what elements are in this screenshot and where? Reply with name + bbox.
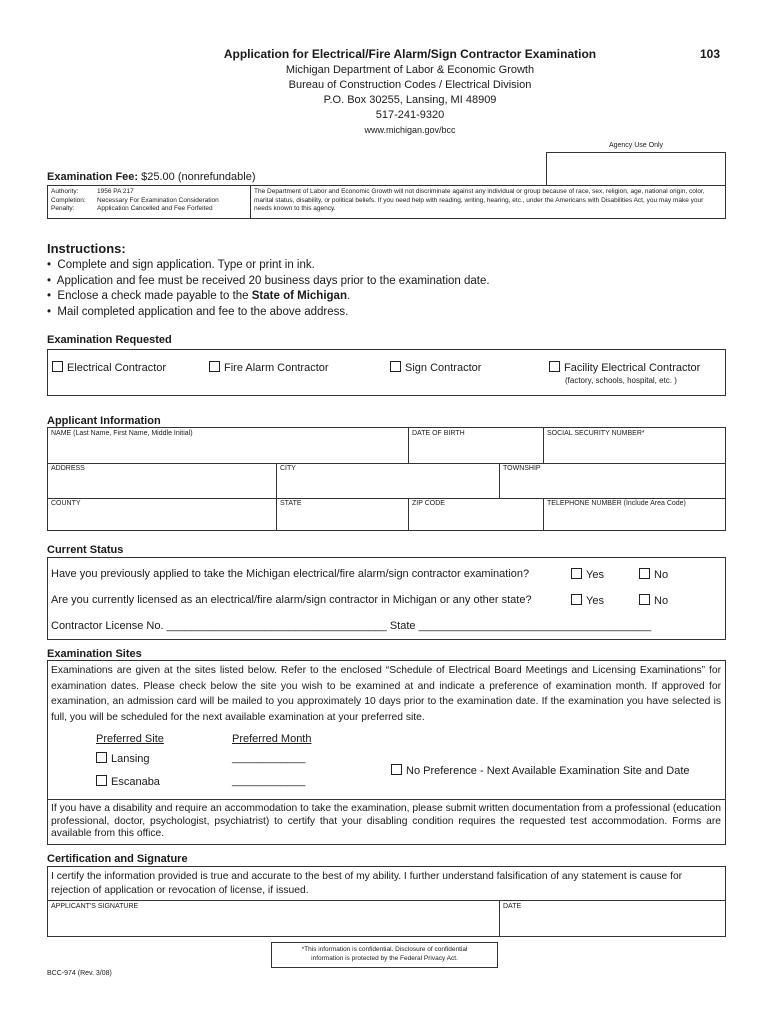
zip-field[interactable]: ZIP CODE [412, 500, 445, 507]
preferred-site-header: Preferred Site [96, 733, 164, 745]
preferred-month-header: Preferred Month [232, 733, 312, 745]
q1-no[interactable]: No [639, 568, 668, 581]
township-field[interactable]: TOWNSHIP [503, 465, 541, 472]
bureau-line: Bureau of Construction Codes / Electrical Division [288, 79, 532, 91]
site-lansing[interactable]: Lansing [96, 752, 150, 765]
date-field[interactable]: DATE [503, 903, 522, 910]
row-divider [47, 498, 726, 499]
q2-yes[interactable]: Yes [571, 594, 604, 607]
checkbox[interactable] [549, 361, 560, 372]
col-divider [543, 427, 544, 463]
q1-yes[interactable]: Yes [571, 568, 604, 581]
instruction-item: • Application and fee must be received 20 business days prior to the examination date. [47, 274, 490, 287]
fee-value: $25.00 (nonrefundable) [141, 171, 256, 183]
sites-divider [47, 799, 726, 800]
phone-line: 517-241-9320 [375, 109, 445, 121]
fee-label: Examination Fee: [47, 171, 139, 183]
escanaba-month-blank[interactable]: ____________ [232, 775, 306, 787]
no-preference-option[interactable]: No Preference - Next Available Examination Site and Date [391, 764, 690, 777]
col-divider [499, 463, 500, 498]
question-previously-applied: Have you previously applied to take the Michigan electrical/fire alarm/sign contractor examination? [51, 568, 530, 580]
instruction-item: • Mail completed application and fee to the above address. [47, 305, 349, 318]
row-divider [47, 463, 726, 464]
checkbox[interactable] [96, 775, 107, 786]
address-line: P.O. Box 30255, Lansing, MI 48909 [323, 94, 497, 106]
address-field[interactable]: ADDRESS [51, 465, 85, 472]
instructions-list [47, 258, 727, 320]
certification-heading: Certification and Signature [47, 853, 188, 865]
authority-block: Authority: 1956 PA 217 Completion: Necessary For Examination Consideration Penalty: Application Cancelled and Fee Forfeited [51, 188, 219, 212]
ssn-field[interactable]: SOCIAL SECURITY NUMBER* [547, 430, 645, 437]
checkbox[interactable] [391, 764, 402, 775]
department-line: Michigan Department of Labor & Economic Growth [285, 64, 535, 76]
option-fire-alarm-contractor[interactable]: Fire Alarm Contractor [209, 361, 329, 374]
form-title: Application for Electrical/Fire Alarm/Sign Contractor Examination [223, 47, 597, 61]
dob-field[interactable]: DATE OF BIRTH [412, 430, 465, 437]
option-sign-contractor[interactable]: Sign Contractor [390, 361, 481, 374]
website-link[interactable]: www.michigan.gov/bcc [364, 125, 456, 135]
col-divider [543, 498, 544, 531]
lansing-month-blank[interactable]: ____________ [232, 752, 306, 764]
facility-note: (factory, schools, hospital, etc. ) [565, 376, 677, 385]
option-electrical-contractor[interactable]: Electrical Contractor [52, 361, 166, 374]
checkbox[interactable] [571, 594, 582, 605]
confidential-note: *This information is confidential. Disclosure of confidential information is protected by the Federal Privacy Act. [271, 942, 498, 968]
exam-sites-paragraph: Examinations are given at the sites listed below. Refer to the enclosed “Schedule of Electrical Board Meetings and Licensing Examinations” for examination dates. Please check below the site you wish to be examined at and indicate a preference of examination month. If approved for examination, an admission card will be mailed to you approximately 10 days prior to the examination date. If the examination you have selected is full, you will be scheduled for the next available examination at your preferred site. [51, 665, 721, 723]
checkbox[interactable] [52, 361, 63, 372]
checkbox[interactable] [571, 568, 582, 579]
exam-requested-heading: Examination Requested [47, 334, 172, 346]
current-status-heading: Current Status [47, 544, 124, 556]
checkbox[interactable] [390, 361, 401, 372]
q2-no[interactable]: No [639, 594, 668, 607]
col-divider [276, 463, 277, 531]
license-number-line[interactable]: Contractor License No. ____________________________________ State ______________________________________ [51, 620, 652, 632]
form-id: BCC-974 (Rev. 3/08) [47, 970, 112, 977]
agency-use-label: Agency Use Only [608, 142, 664, 149]
city-field[interactable]: CITY [280, 465, 296, 472]
exam-fee [47, 171, 256, 183]
col-divider [408, 427, 409, 463]
signature-divider [47, 900, 726, 901]
authority-divider [250, 185, 251, 219]
signature-col-divider [499, 900, 500, 937]
county-field[interactable]: COUNTY [51, 500, 81, 507]
site-escanaba[interactable]: Escanaba [96, 775, 160, 788]
telephone-field[interactable]: TELEPHONE NUMBER (Include Area Code) [547, 500, 686, 507]
question-currently-licensed: Are you currently licensed as an electrical/fire alarm/sign contractor in Michigan or any other state? [51, 594, 532, 606]
agency-use-box [546, 152, 726, 186]
checkbox[interactable] [639, 568, 650, 579]
instruction-item: • Enclose a check made payable to the State of Michigan. [47, 290, 351, 302]
checkbox[interactable] [209, 361, 220, 372]
instruction-item: • Complete and sign application. Type or print in ink. [47, 259, 315, 271]
certification-text: I certify the information provided is true and accurate to the best of my ability. I further understand falsification of any statement is cause for rejection of application or revocation of license, if issued. [51, 871, 683, 896]
form-number: 103 [700, 47, 721, 61]
name-field[interactable]: NAME (Last Name, First Name, Middle Initial) [51, 430, 193, 437]
disability-paragraph: If you have a disability and require an accommodation to take the examination, please submit written documentation from a professional (education professional, doctor, psychologist, psychiatrist) to certify that your disabling condition requires the requested test accommodation. Forms are available from this office. [51, 803, 721, 839]
exam-sites-heading: Examination Sites [47, 648, 142, 660]
instructions-heading: Instructions: [47, 241, 126, 256]
checkbox[interactable] [96, 752, 107, 763]
non-discrimination-statement: The Department of Labor and Economic Growth will not discriminate against any individual or group because of race, sex, religion, age, national origin, color, marital status, disability, or political beliefs. If you need help with reading, writing, hearing, etc., under the Americans with Disabilities Act, you may make your needs known to this agency. [254, 188, 705, 212]
option-facility-electrical-contractor[interactable]: Facility Electrical Contractor [549, 361, 700, 374]
col-divider [408, 498, 409, 531]
applicant-heading: Applicant Information [47, 415, 161, 427]
state-field[interactable]: STATE [280, 500, 302, 507]
checkbox[interactable] [639, 594, 650, 605]
signature-field[interactable]: APPLICANT'S SIGNATURE [51, 903, 139, 910]
